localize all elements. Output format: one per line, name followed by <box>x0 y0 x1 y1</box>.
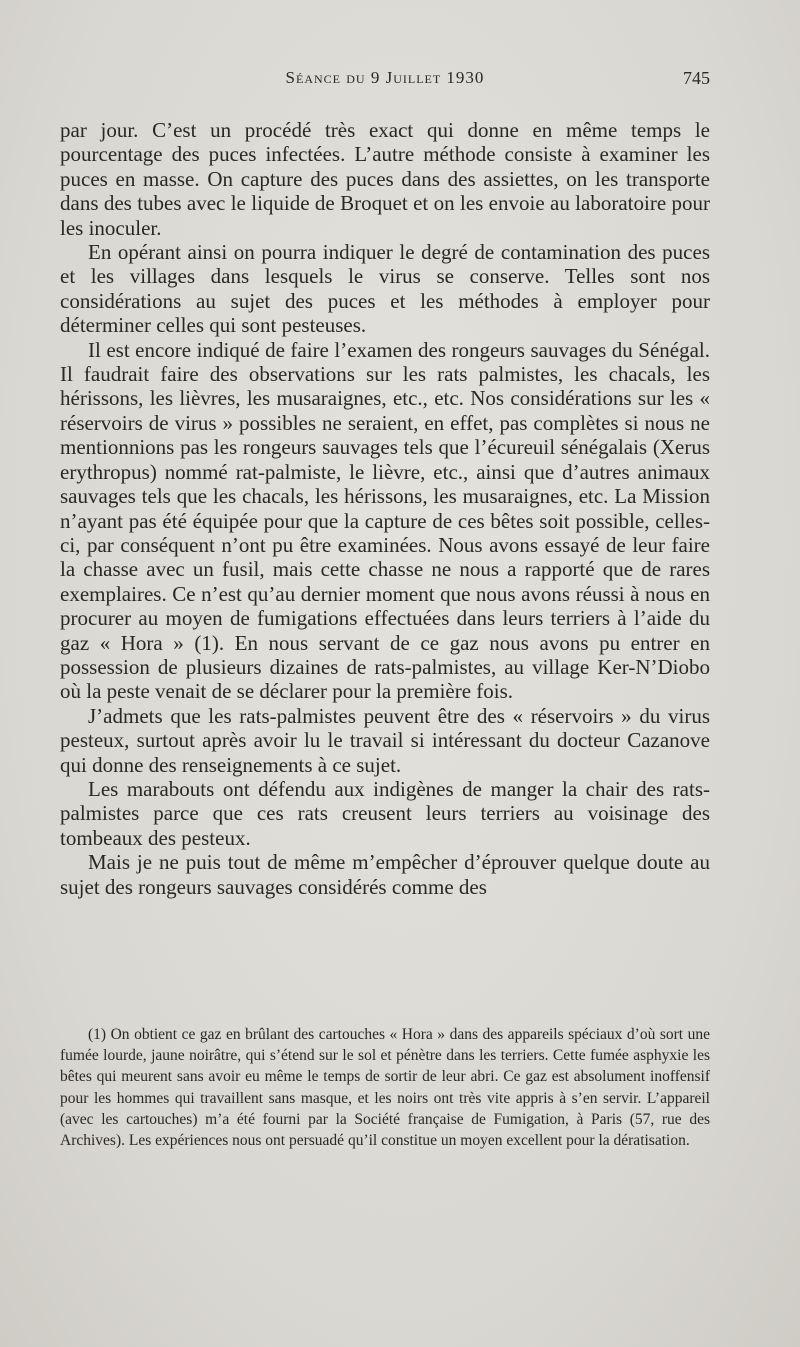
body-text <box>60 118 710 899</box>
running-head: Séance du 9 Juillet 1930 <box>285 68 485 87</box>
paragraph: J’admets que les rats-palmistes peuvent être des « réservoirs » du virus pesteux, surtout après avoir lu le travail si intéressant du docteur Cazanove qui donne des renseignements à ce sujet. <box>60 703 710 777</box>
paragraph: Mais je ne puis tout de même m’empêcher d’éprouver quelque doute au sujet des rongeurs sauvages considérés comme des <box>60 850 710 899</box>
footnotes <box>60 1024 710 1151</box>
paragraph: Il est encore indiqué de faire l’examen des rongeurs sauvages du Sénégal. Il faudrait faire des observations sur les rats palmistes, les chacals, les hérissons, les lièvres, les musaraignes, etc., etc. Nos considérations sur les « réservoirs de virus » possibles ne seraient, en effet, pas complètes si nous ne mentionnions pas les rongeurs sauvages tels que l’écureuil sénégalais (Xerus erythropus) nommé rat-palmiste, le lièvre, etc., ainsi que d’autres animaux sauvages tels que les chacals, les hérissons, les musaraignes, etc. La Mission n’ayant pas été équipée pour que la capture de ces bêtes soit possible, celles-ci, par conséquent n’ont pu être examinées. Nous avons essayé de leur faire la chasse avec un fusil, mais cette chasse ne nous a rapporté que de rares exemplaires. Ce n’est qu’au dernier moment que nous avons réussi à nous en procurer au moyen de fumigations effectuées dans leurs terriers à l’aide du gaz « Hora » (1). En nous servant de ce gaz nous avons pu entrer en possession de plusieurs dizaines de rats-palmistes, au village Ker-N’Diobo où la peste venait de se déclarer pour la première fois. <box>60 337 710 704</box>
page-number: 745 <box>683 68 710 88</box>
paragraph: En opérant ainsi on pourra indiquer le degré de contamination des puces et les villages dans lesquels le virus se conserve. Telles sont nos considérations au sujet des puces et les méthodes à employer pour déterminer celles qui sont pesteuses. <box>60 240 710 338</box>
page-header <box>60 68 710 94</box>
paragraph: Les marabouts ont défendu aux indigènes de manger la chair des rats-palmistes parce que ces rats creusent leurs terriers au voisinage des tombeaux des pesteux. <box>60 776 710 850</box>
paragraph: par jour. C’est un procédé très exact qui donne en même temps le pourcentage des puces infectées. L’autre méthode consiste à examiner les puces en masse. On capture des puces dans des assiettes, on les transporte dans des tubes avec le liquide de Broquet et on les envoie au laboratoire pour les inoculer. <box>60 118 710 240</box>
footnote: (1) On obtient ce gaz en brûlant des cartouches « Hora » dans des appareils spéciaux d’où sort une fumée lourde, jaune noirâtre, qui s’étend sur le sol et pénètre dans les terriers. Cette fumée asphyxie les bêtes qui meurent sans avoir eu même le temps de sortir de leur abri. Ce gaz est absolument inoffensif pour les hommes qui travaillent sans masque, et les noirs ont très vite appris à s’en servir. L’appareil (avec les cartouches) m’a été fourni par la Société française de Fumigation, à Paris (57, rue des Archives). Les expériences nous ont persuadé qu’il constitue un moyen excellent pour la dératisation. <box>60 1026 710 1150</box>
